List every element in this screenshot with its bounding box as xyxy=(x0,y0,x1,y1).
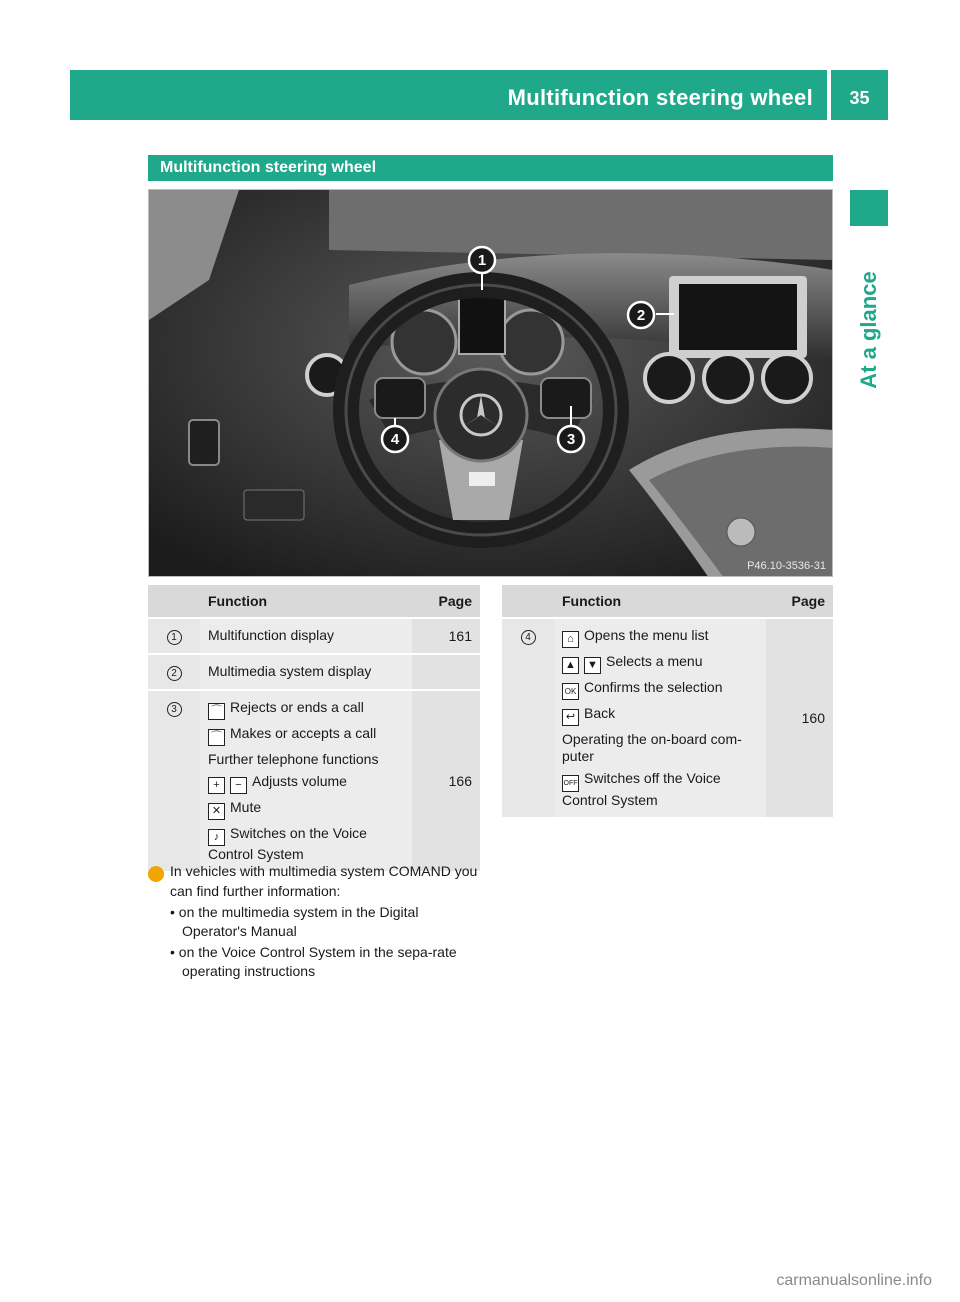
function-cell: ⌒ Rejects or ends a call ⌒ Makes or accepts a call Further telephone functions + − Adjusts volume ✕ Mute ♪ Switches on the Voice Control System xyxy=(200,690,412,871)
page-ref[interactable]: 161 xyxy=(412,618,480,654)
chapter-label: At a glance xyxy=(856,271,881,389)
down-icon: ▼ xyxy=(584,657,601,674)
page-header-title: Multifunction steering wheel xyxy=(507,85,813,110)
table-header-num xyxy=(502,585,554,618)
list-item: • on the Voice Control System in the sepa-rate operating instructions xyxy=(170,944,457,979)
mute-icon: ✕ xyxy=(208,803,225,820)
info-icon: i xyxy=(148,866,164,882)
info-note: i In vehicles with multimedia system COMAND you can find further information: • on the multimedia system in the Digital Operator's Manual • on the Voice Control System in the sepa-rate operating instructions xyxy=(142,863,478,979)
callout-4: 4 xyxy=(390,431,400,448)
up-icon: ▲ xyxy=(562,657,579,674)
table-header-num xyxy=(148,585,200,618)
minus-icon: − xyxy=(230,777,247,794)
watermark: carmanualsonline.info xyxy=(776,1272,932,1289)
page-header-bar xyxy=(70,70,888,120)
callout-3: 3 xyxy=(566,431,576,448)
item-number: 4 xyxy=(521,630,536,645)
table-row xyxy=(148,690,480,871)
table-header-row xyxy=(148,585,480,618)
table-row xyxy=(148,618,480,654)
page-ref xyxy=(412,654,480,690)
page-number: 35 xyxy=(849,88,870,108)
figure-reference: P46.10-3536-31 xyxy=(747,560,826,572)
callout-1: 1 xyxy=(477,252,487,269)
section-title: Multifunction steering wheel xyxy=(148,155,833,181)
page-ref[interactable]: 160 xyxy=(766,618,833,817)
page-ref[interactable]: 166 xyxy=(412,690,480,871)
item-number: 3 xyxy=(167,702,182,717)
function-cell: Multimedia system display xyxy=(200,654,412,690)
list-item: • on the multimedia system in the Digital Operator's Manual xyxy=(170,904,419,939)
table-header-page: Page xyxy=(766,585,833,618)
voice-off-icon: OFF xyxy=(562,775,579,792)
item-number: 1 xyxy=(167,630,182,645)
callout-2: 2 xyxy=(636,307,646,324)
table-header-row xyxy=(502,585,833,618)
back-icon: ↩ xyxy=(562,709,579,726)
steering-wheel-photo xyxy=(148,189,833,577)
function-cell: ⌂ Opens the menu list ▲ ▼ Selects a menu OK Confirms the selection ↩ Back Operating the on-board com-puter OFF Switches off the Voice Control System xyxy=(554,618,766,817)
ok-icon: OK xyxy=(562,683,579,700)
table-header-page: Page xyxy=(412,585,480,618)
function-table-left xyxy=(148,585,480,871)
table-row xyxy=(148,654,480,690)
chapter-tab xyxy=(850,190,888,226)
function-cell: Multifunction display xyxy=(200,618,412,654)
table-header-function: Function xyxy=(554,585,766,618)
table-row xyxy=(502,618,833,817)
voice-icon: ♪ xyxy=(208,829,225,846)
plus-icon: + xyxy=(208,777,225,794)
cockpit-illustration xyxy=(149,190,833,577)
home-icon: ⌂ xyxy=(562,631,579,648)
phone-end-icon: ⌒ xyxy=(208,703,225,720)
phone-accept-icon: ⌒ xyxy=(208,729,225,746)
table-header-function: Function xyxy=(200,585,412,618)
function-table-right xyxy=(502,585,833,817)
item-number: 2 xyxy=(167,666,182,681)
